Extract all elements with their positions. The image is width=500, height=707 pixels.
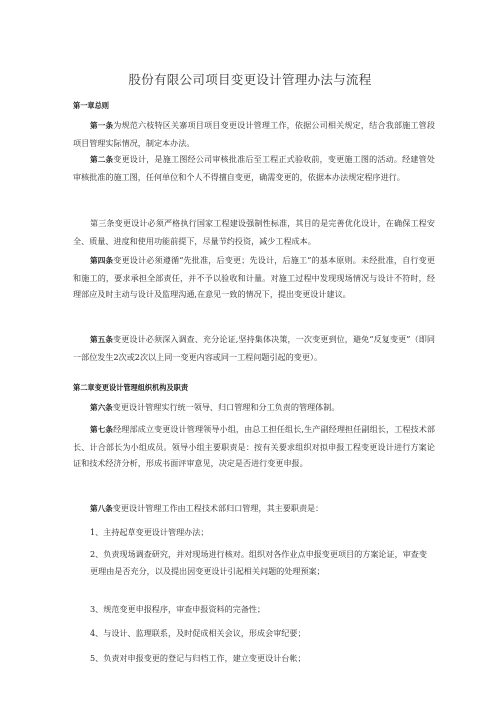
article-paragraph: [73, 421, 435, 472]
article-text: 为规范六枝特区关寨项目项目变更设计管理工作，依据公司相关规定，结合我部施工管段项目管理实际情况，制定本办法。: [73, 120, 435, 148]
document-title: 股份有限公司项目变更设计管理办法与流程: [128, 72, 372, 87]
article-text: 变更设计必须深入调查、充分论证,坚持集体决策，一次变更到位，避免“反复变更”（即同一部位发生2次或2次以上同一变更内容或同一工程问题引起的变更）。: [73, 334, 435, 362]
article-paragraph: [73, 500, 435, 518]
duty-item: 5、负责对申报变更的登记与归档工作，建立变更设计台帐；: [90, 653, 306, 663]
article-text: 经理部成立变更设计管理领导小组，由总工担任组长,生产副经理担任副组长，工程技术部长、计合部长为小组成员。领导小组主要职责是：按有关要求组织对拟申报工程变更设计进行方案论证和技术经济分析，形成书面评审意见，决定是否进行变更申报。: [73, 424, 436, 469]
article-label: 第四条: [90, 256, 114, 265]
article-text: 变更设计必须遵循“先批准，后变更；先设计，后施工”的基本原则。未经批准，自行变更和施工的，要求承担全部责任，并不予以验收和计量。对施工过程中发现现场情况与设计不符时，经理部应及时主动与设计及监理沟通,在意见一致的情况下，提出变更设计建议。: [73, 255, 436, 300]
article-paragraph: [73, 117, 435, 151]
article-paragraph: [73, 399, 435, 417]
article-text: 第三条变更设计必须严格执行国家工程建设强制性标准，其目的是完善优化设计，在确保工程安全、质量、进度和使用功能前提下，尽量节约投资，减少工程成本。: [73, 218, 435, 246]
article-label: 第五条: [90, 335, 114, 344]
article-text: 变更设计，是施工图经公司审核批准后至工程正式验收前，变更施工图的活动。经建管处审核批准的施工图，任何单位和个人不得擅自变更，确需变更的，依据本办法规定程序进行。: [73, 154, 435, 182]
duty-item: 4、与设计、监理联系，及时促成相关会议，形成会审纪要；: [90, 628, 306, 638]
duty-item: 3、规范变更申报程序，审查申报资料的完备性；: [90, 604, 266, 614]
chapter-heading: 第一章总则: [73, 101, 109, 110]
article-label: 第二条: [90, 155, 114, 164]
duty-item: 2、负责现场调查研究，并对现场进行核对。组织对各作业点申报变更项目的方案论证，审查变更理由是否充分，以及提出因变更设计引起相关问题的处理预案；: [90, 549, 427, 576]
article-paragraph: [73, 331, 435, 365]
article-label: 第六条: [90, 403, 113, 412]
duty-item: 1、主持起草变更设计管理办法；: [90, 527, 209, 537]
article-text: 变更设计管理实行统一领导、归口管理和分工负责的管理体制。: [112, 402, 340, 412]
article-text: 变更设计管理工作由工程技术部归口管理，其主要职责是：: [112, 503, 324, 513]
chapter-heading: 第二章变更设计管理组织机构及职责: [73, 383, 189, 392]
article-paragraph: [73, 215, 435, 249]
article-label: 第一条: [90, 121, 114, 130]
article-paragraph: [73, 252, 435, 303]
article-paragraph: [73, 151, 435, 185]
article-label: 第八条: [90, 504, 113, 513]
article-label: 第七条: [90, 425, 114, 434]
